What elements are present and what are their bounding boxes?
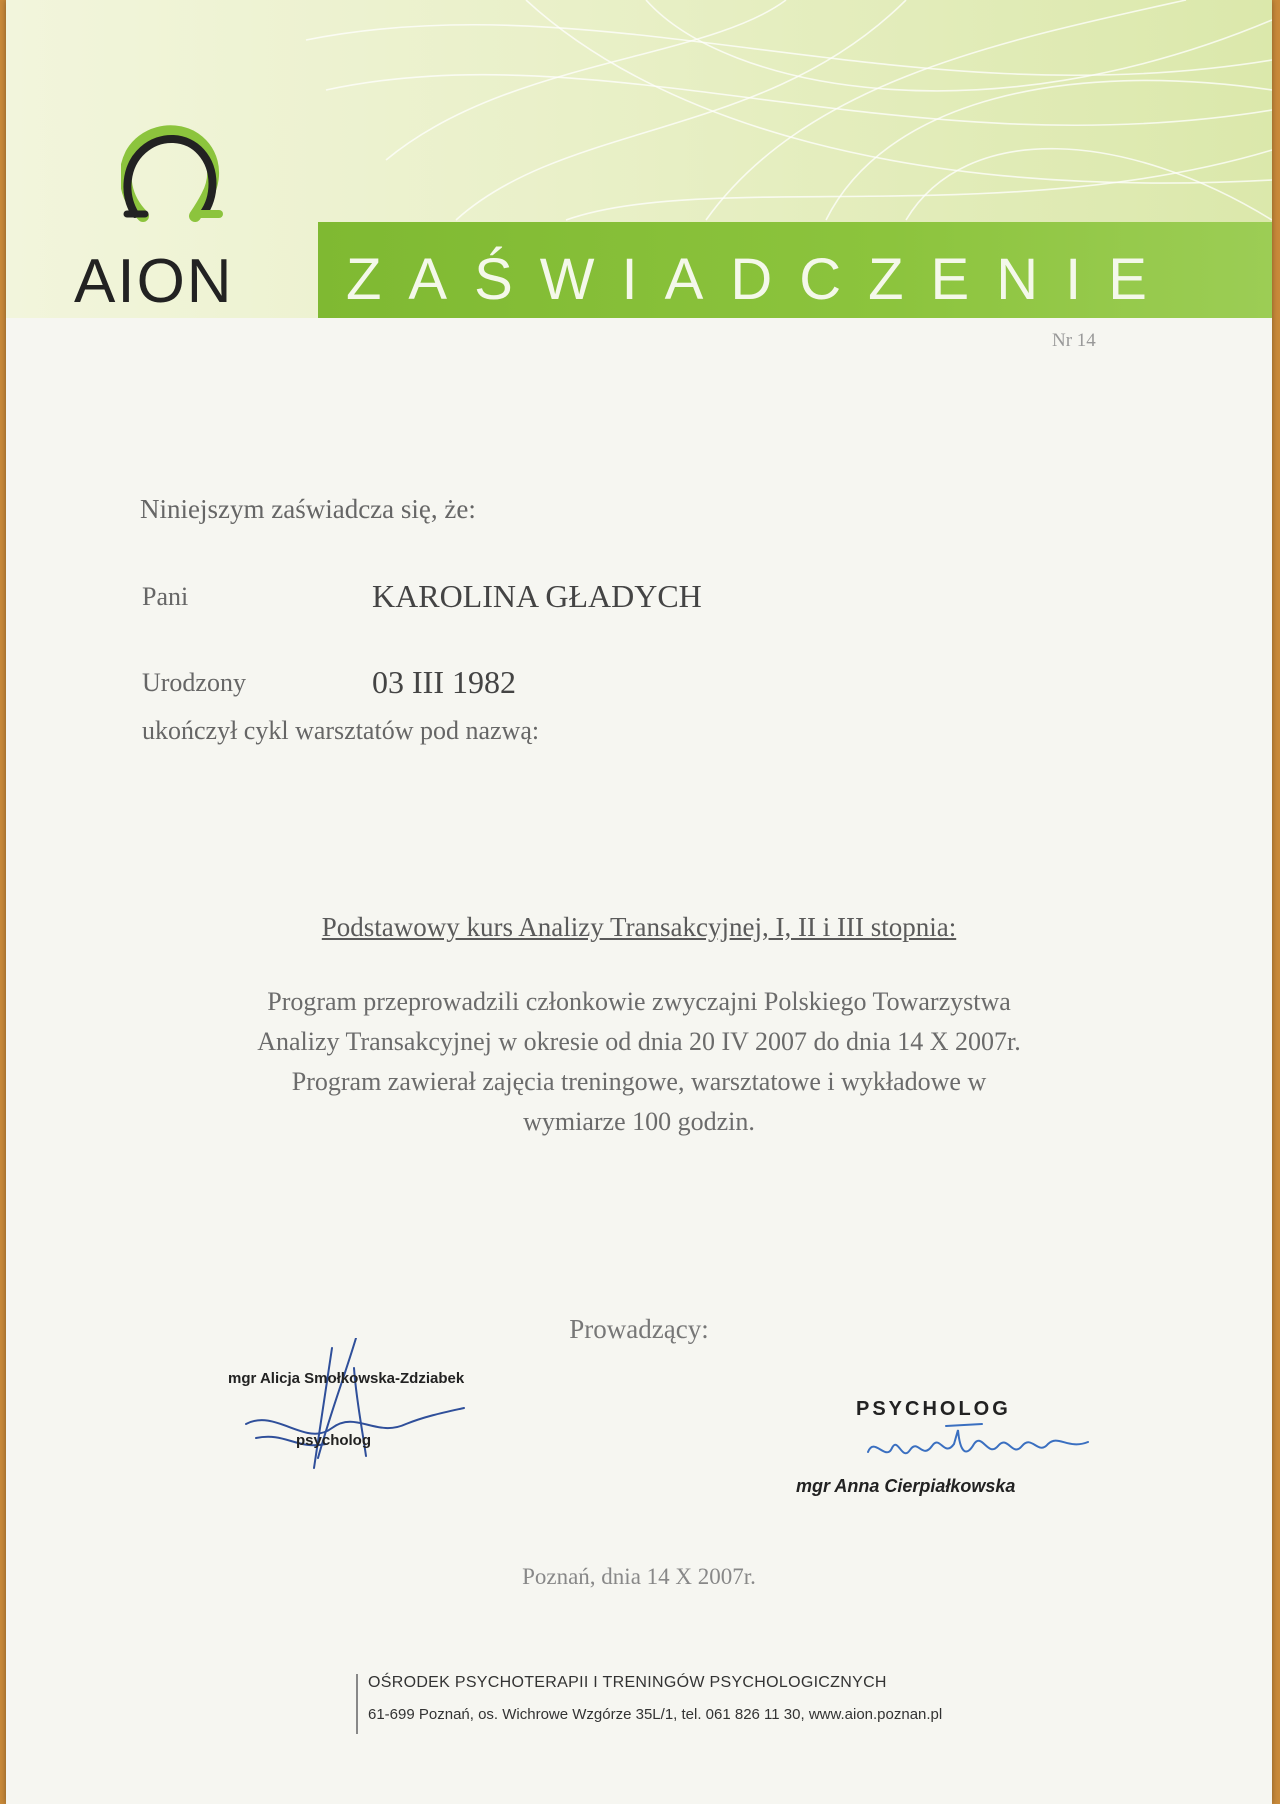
right-stamp-title: PSYCHOLOG [856, 1398, 1011, 1420]
birth-date: 03 III 1982 [372, 664, 516, 700]
signature-left-icon [236, 1338, 466, 1478]
program-line: Program zawierał zajęcia treningowe, warsztatowe i wykładowe w [291, 1067, 987, 1096]
course-title-text: Podstawowy kurs Analizy Transakcyjnej, I, II i III stopnia: [321, 912, 957, 942]
recipient-name: KAROLINA GŁADYCH [372, 578, 702, 614]
left-stamp-name: mgr Alicja Smołkowska-Zdziabek [228, 1370, 465, 1387]
program-line: Analizy Transakcyjnej w okresie od dnia 20 IV 2007 do dnia 14 X 2007r. [257, 1027, 1021, 1056]
signature-right-icon [862, 1422, 1092, 1474]
logo-text: AION [74, 247, 234, 316]
signatures-heading: Prowadzący: [569, 1314, 709, 1344]
footer-divider [356, 1674, 358, 1734]
place-and-date: Poznań, dnia 14 X 2007r. [522, 1564, 756, 1589]
aion-omega-logo-icon [121, 118, 231, 228]
certificate-title: ZAŚWIADCZENIE [346, 247, 1174, 312]
completed-text: ukończył cykl warsztatów pod nazwą: [142, 716, 540, 745]
footer-organization: OŚRODEK PSYCHOTERAPII I TRENINGÓW PSYCHOLOGICZNYCH [368, 1674, 887, 1691]
lead-text: Niniejszym zaświadcza się, że: [140, 494, 476, 524]
certificate-number: Nr 14 [1052, 330, 1096, 351]
left-stamp-title: psycholog [296, 1432, 372, 1449]
program-line: Program przeprowadzili członkowie zwyczajni Polskiego Towarzystwa [267, 987, 1011, 1016]
right-stamp-name: mgr Anna Cierpiałkowska [796, 1476, 1016, 1496]
honorific-label: Pani [142, 582, 189, 611]
program-description [6, 982, 1272, 1142]
footer-address: 61-699 Poznań, os. Wichrowe Wzgórze 35L/1, tel. 061 826 11 30, www.aion.poznan.pl [368, 1706, 943, 1723]
program-line: wymiarze 100 godzin. [523, 1107, 755, 1136]
born-label: Urodzony [142, 668, 246, 697]
certificate-page [6, 0, 1272, 1804]
course-title [6, 912, 1272, 943]
